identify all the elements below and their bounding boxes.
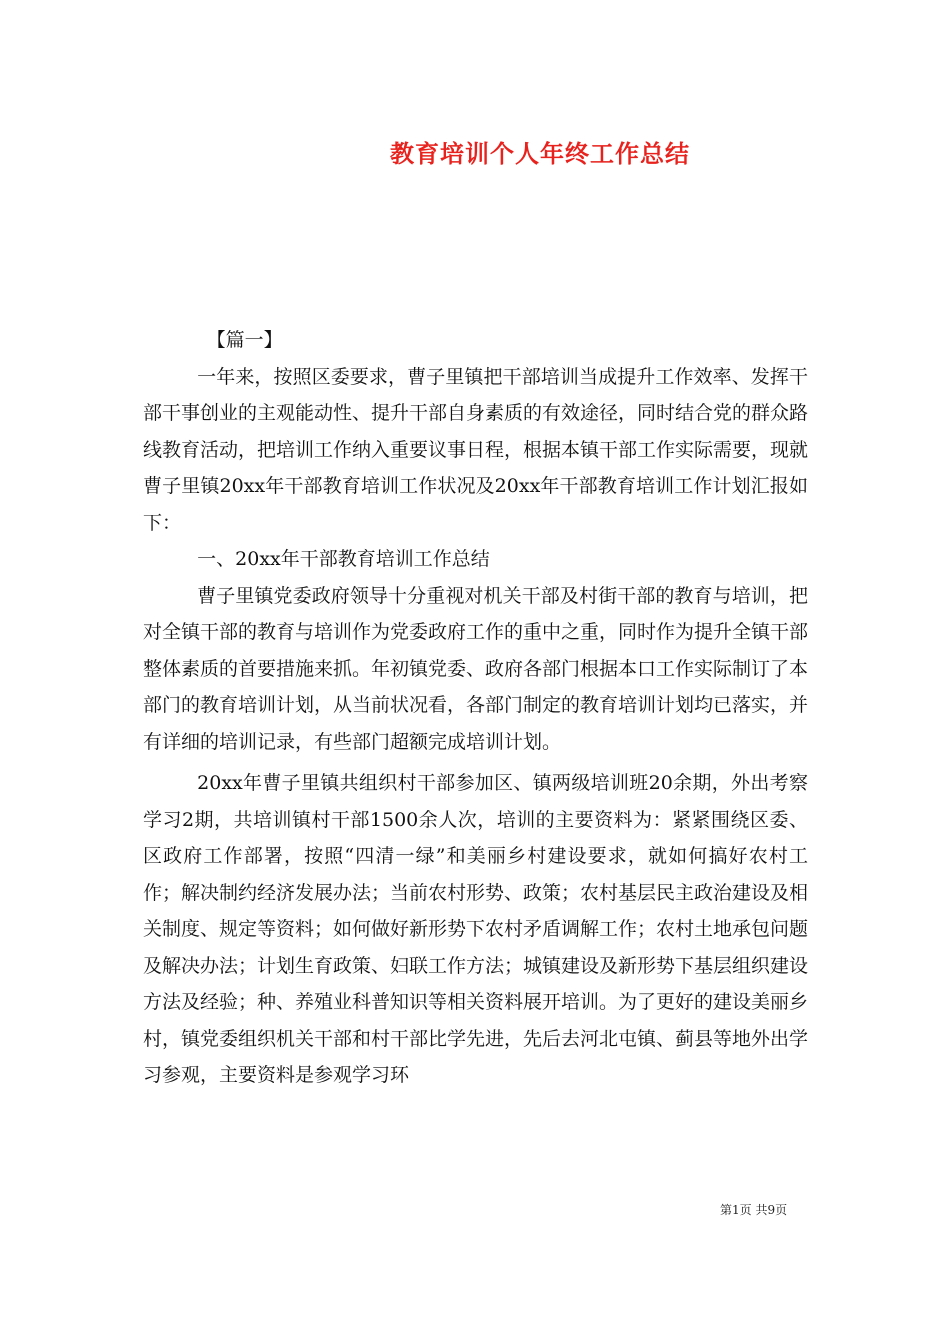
paragraph-training-details: 20xx年曹子里镇共组织村干部参加区、镇两级培训班20余期，外出考察学习2期，共培训镇村干部1500余人次，培训的主要资料为：紧紧围绕区委、区政府工作部署，按照“四清一绿”和美丽乡村建设要求，就如何搞好农村工作；解决制约经济发展办法；当前农村形势、政策；农村基层民主政治建设及相关制度、规定等资料；如何做好新形势下农村矛盾调解工作；农村土地承包问题及解决办法；计划生育政策、妇联工作方法；城镇建设及新形势下基层组织建设方法及经验；种、养殖业科普知识等相关资料展开培训。为了更好的建设美丽乡村，镇党委组织机关干部和村干部比学先进，先后去河北屯镇、蓟县等地外出学习参观，主要资料是参观学习环 [143, 772, 809, 1086]
document-body [143, 322, 808, 1094]
paragraph-leadership: 曹子里镇党委政府领导十分重视对机关干部及村街干部的教育与培训，把对全镇干部的教育与培训作为党委政府工作的重中之重，同时作为提升全镇干部整体素质的首要措施来抓。年初镇党委、政府各部门根据本口工作实际制订了本部门的教育培训计划，从当前状况看，各部门制定的教育培训计划均已落实，并有详细的培训记录，有些部门超额完成培训计划。 [143, 584, 809, 753]
section-heading: 一、20xx年干部教育培训工作总结 [197, 548, 490, 570]
document-title: 教育培训个人年终工作总结 [390, 139, 690, 168]
paragraph-intro: 一年来，按照区委要求，曹子里镇把干部培训当成提升工作效率、发挥干部干事创业的主观能动性、提升干部自身素质的有效途径，同时结合党的群众路线教育活动，把培训工作纳入重要议事日程，根据本镇干部工作实际需要，现就曹子里镇20xx年干部教育培训工作状况及20xx年干部教育培训工作计划汇报如下： [143, 365, 809, 534]
page-indicator: 第1页 共9页 [720, 1203, 788, 1217]
section-label: 【篇一】 [206, 329, 283, 351]
